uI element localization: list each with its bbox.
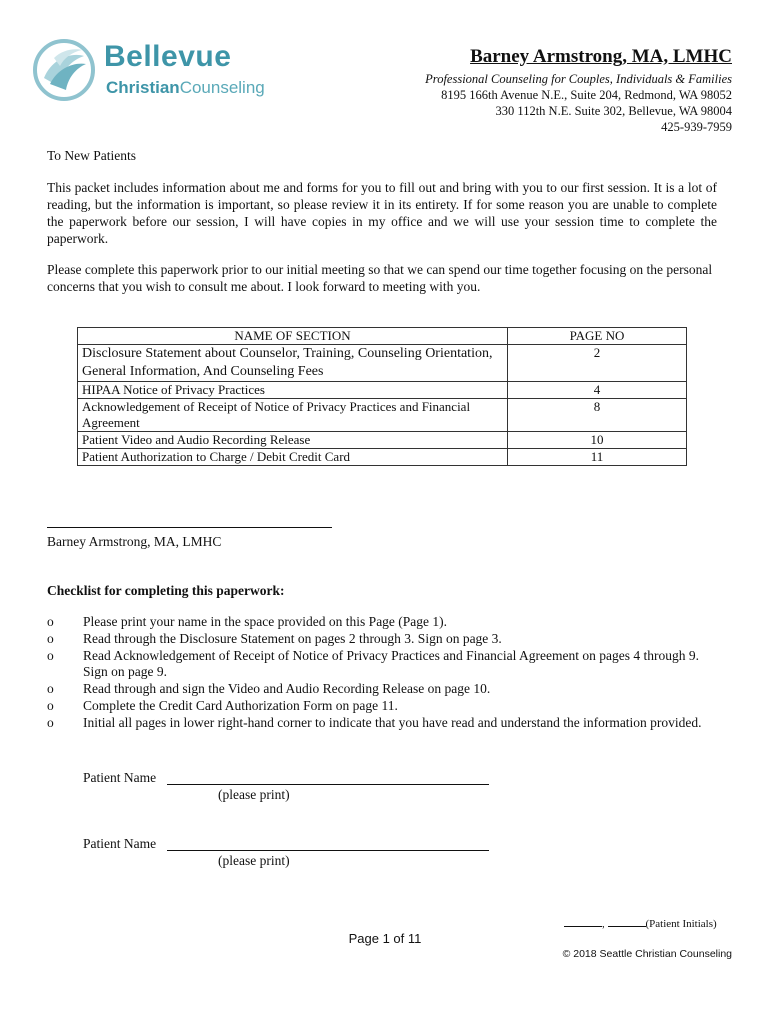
patient-name-label: Patient Name <box>83 770 157 785</box>
logo-word-bellevue: Bellevue <box>104 40 232 73</box>
bullet: o <box>47 648 54 663</box>
address-redmond: 8195 166th Avenue N.E., Suite 204, Redmond, WA 98052 <box>441 88 732 102</box>
list-item <box>47 631 727 647</box>
salutation: To New Patients <box>47 148 137 163</box>
checklist-text: Complete the Credit Card Authorization Form on page 11. <box>83 698 398 713</box>
bullet: o <box>47 698 54 713</box>
section-name: Disclosure Statement about Counselor, Training, Counseling Orientation, General Information, And Counseling Fees <box>78 345 508 382</box>
table-header-row <box>78 328 687 345</box>
phone-number: 425-939-7959 <box>661 120 732 134</box>
counselor-signature-caption: Barney Armstrong, MA, LMHC <box>47 534 222 549</box>
list-item <box>47 648 727 680</box>
initials-separator: , <box>602 918 605 930</box>
checklist-title: Checklist for completing this paperwork: <box>47 583 285 598</box>
intro-paragraph: This packet includes information about me and forms for you to fill out and bring with you to our first session. It is a lot of reading, but the information is important, so please review it in its entirety. If for some reason you are unable to complete the paperwork before our session, I will have copies in my office and we will use your session time to complete the paperwork. <box>47 180 717 246</box>
table-row <box>78 345 687 382</box>
section-page: 2 <box>508 345 687 382</box>
logo-word-counseling: Counseling <box>179 78 265 97</box>
section-page: 10 <box>508 432 687 449</box>
bullet: o <box>47 681 54 696</box>
list-item <box>47 681 727 697</box>
letterhead <box>425 46 732 135</box>
tagline: Professional Counseling for Couples, Individuals & Families <box>425 72 732 86</box>
checklist-text: Please print your name in the space provided on this Page (Page 1). <box>83 614 448 629</box>
section-name: HIPAA Notice of Privacy Practices <box>78 382 508 399</box>
page-number: Page 1 of 11 <box>348 931 422 946</box>
checklist-text: Read Acknowledgement of Receipt of Notice of Privacy Practices and Financial Agreement on pages 4 through 9. Sign on page 9. <box>83 648 699 679</box>
counselor-name: Barney Armstrong, MA, LMHC <box>470 46 732 67</box>
sections-table <box>77 327 687 466</box>
checklist <box>47 614 727 732</box>
list-item <box>47 715 727 731</box>
list-item <box>47 614 727 630</box>
section-name: Patient Authorization to Charge / Debit Credit Card <box>78 449 508 466</box>
checklist-text: Initial all pages in lower right-hand corner to indicate that you have read and understand the information provided. <box>83 715 702 730</box>
checklist-text: Read through the Disclosure Statement on pages 2 through 3. Sign on page 3. <box>83 631 502 646</box>
bullet: o <box>47 715 54 730</box>
section-page: 11 <box>508 449 687 466</box>
table-row <box>78 382 687 399</box>
column-header-page: PAGE NO <box>508 328 687 345</box>
patient-name-field[interactable] <box>167 850 489 851</box>
section-name: Patient Video and Audio Recording Release <box>78 432 508 449</box>
section-page: 8 <box>508 399 687 432</box>
bullet: o <box>47 614 54 629</box>
copyright: © 2018 Seattle Christian Counseling <box>562 948 732 960</box>
section-page: 4 <box>508 382 687 399</box>
instructions-paragraph: Please complete this paperwork prior to our initial meeting so that we can spend our time together focusing on the personal concerns that you wish to consult me about. I look forward to meeting with you. <box>47 262 713 294</box>
table-row <box>78 432 687 449</box>
please-print-hint: (please print) <box>218 853 290 868</box>
patient-name-label: Patient Name <box>83 836 157 851</box>
list-item <box>47 698 727 714</box>
section-name: Acknowledgement of Receipt of Notice of Privacy Practices and Financial Agreement <box>78 399 508 432</box>
initials-field-2[interactable] <box>608 916 646 927</box>
address-bellevue: 330 112th N.E. Suite 302, Bellevue, WA 98004 <box>495 104 732 118</box>
patient-initials <box>564 916 717 930</box>
logo <box>32 38 282 104</box>
counselor-signature-line[interactable] <box>47 527 332 528</box>
table-row <box>78 399 687 432</box>
logo-word-christian: Christian <box>106 78 180 97</box>
logo-word-christian-counseling <box>106 78 265 98</box>
logo-mark-icon <box>32 38 96 102</box>
table-row <box>78 449 687 466</box>
please-print-hint: (please print) <box>218 787 290 802</box>
column-header-section: NAME OF SECTION <box>78 328 508 345</box>
initials-field-1[interactable] <box>564 916 602 927</box>
bullet: o <box>47 631 54 646</box>
patient-name-field[interactable] <box>167 784 489 785</box>
initials-label: (Patient Initials) <box>645 918 717 930</box>
checklist-text: Read through and sign the Video and Audio Recording Release on page 10. <box>83 681 491 696</box>
